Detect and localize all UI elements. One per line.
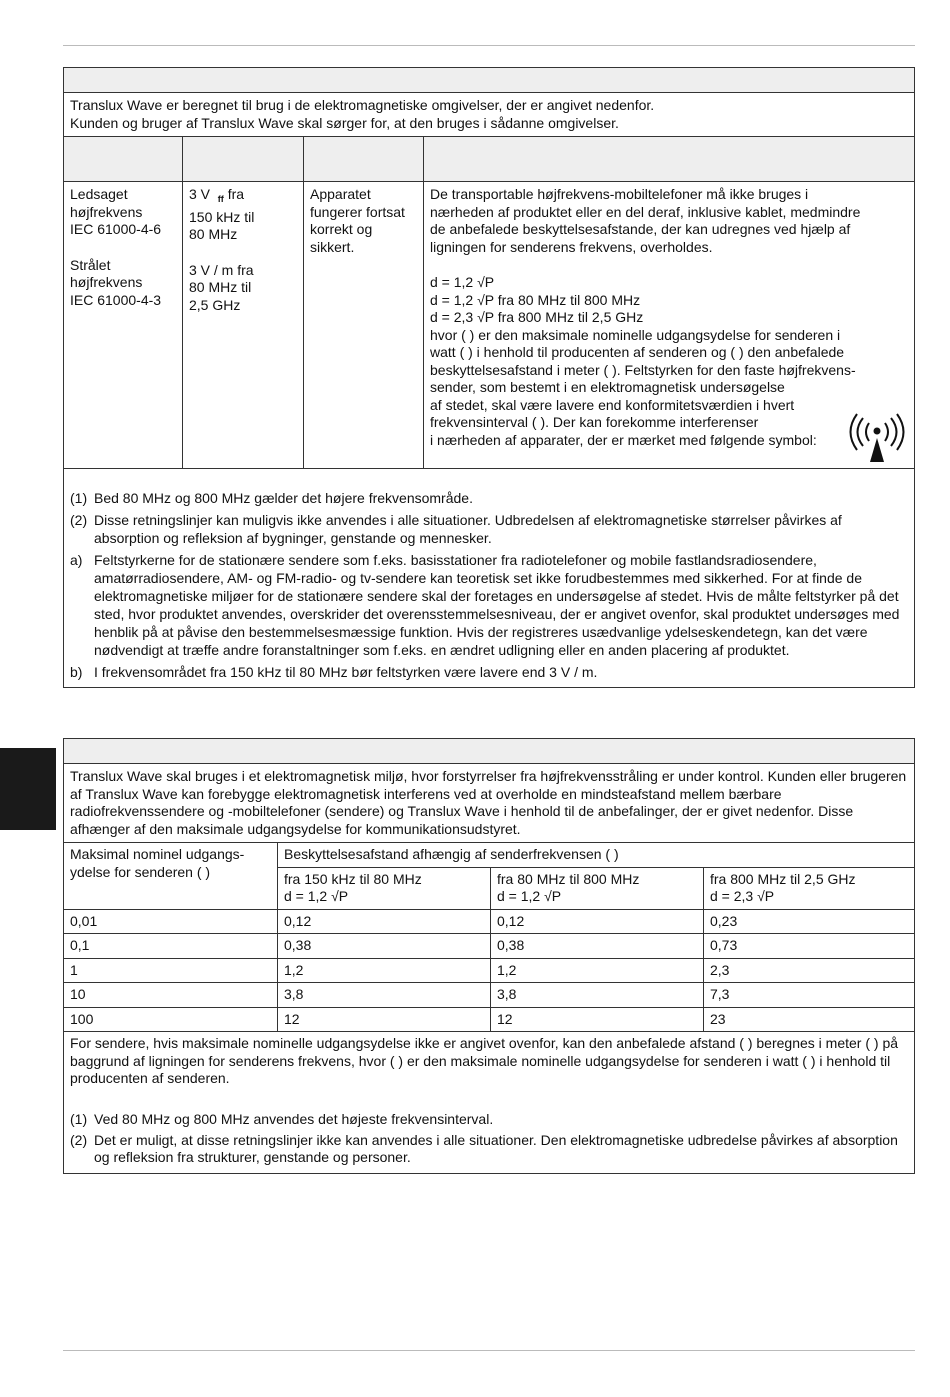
compliance-line: fungerer fortsat — [310, 203, 405, 220]
environment-line: nærheden af produktet eller en del deraf, inklusive kablet, medmindre — [430, 203, 861, 220]
environment-line: beskyttelsesafstand i meter ( ). Feltstyrken for den faste højfrekvens- — [430, 361, 856, 378]
non-ionizing-radiation-icon — [846, 408, 908, 464]
immunity-intro — [64, 93, 914, 137]
note: (1) Bed 80 MHz og 800 MHz gælder det højere frekvensområde. — [70, 490, 473, 506]
compliance-line: sikkert. — [310, 238, 355, 255]
compliance-line: Apparatet — [310, 186, 371, 202]
level-subscript: ff — [217, 194, 224, 204]
top-rule — [63, 45, 915, 46]
head-power: Maksimal nominel udgangs-ydelse for senderen ( ) — [64, 843, 278, 909]
footer-text: For sendere, hvis maksimale nominelle udgangsydelse ikke er angivet ovenfor, kan den anbefalede afstand ( ) beregnes i meter ( ) på baggrund af ligningen for senderens frekvens, hvor ( ) er den maksimale nominelle udgangsydelse for senderen i watt ( ) i henhold til producenten af senderen. — [70, 1035, 899, 1086]
level-column — [183, 182, 304, 468]
immunity-body-row — [64, 182, 914, 469]
subhead-band: fra 150 kHz til 80 MHz d = 1,2 √P — [278, 867, 491, 909]
note: b) I frekvensområdet fra 150 kHz til 80 MHz bør feltstyrken være lavere end 3 V / m. — [70, 664, 598, 680]
environment-line: de anbefalede beskyttelsesafstande, der kan udregnes ved hjælp af — [430, 221, 851, 237]
test-column — [64, 182, 183, 468]
immunity-column-headers — [64, 137, 914, 182]
intro-line: Kunden og bruger af Translux Wave skal sørger for, at den bruges i sådanne omgivelser. — [70, 114, 619, 131]
environment-line: frekvensinterval ( ). Der kan forekomme interferenser — [430, 414, 759, 430]
environment-line: hvor ( ) er den maksimale nominelle udgangsydelse for senderen i — [430, 326, 841, 343]
formula-line: d = 1,2 √P fra 80 MHz til 800 MHz — [430, 291, 641, 308]
note: (2) Disse retningslinjer kan muligvis ikke anvendes i alle situationer. Udbredelsen af elektromagnetiske størrelser påvirkes af absorption og refleksion af bygninger, genstande og mennesker. — [70, 512, 842, 546]
note: (1) Ved 80 MHz og 800 MHz anvendes det højeste frekvensinterval. — [70, 1110, 494, 1127]
test-line: IEC 61000-4-6 — [70, 221, 162, 237]
table-row: 0,01 0,12 0,12 0,23 — [64, 909, 914, 934]
note: (2) Det er muligt, at disse retningslinjer ikke kan anvendes i alle situationer. Den elektromagnetiske udbredelse påvirkes af absorption og refleksion fra strukturer, genstande og personer. — [70, 1131, 898, 1165]
intro-line: Translux Wave er beregnet til brug i de elektromagnetiske omgivelser, der er angivet nedenfor. — [70, 97, 655, 113]
environment-line: watt ( ) i henhold til producenten af senderen og ( ) den anbefalede — [430, 344, 845, 360]
distance-table-header — [64, 739, 914, 764]
table-row: 1 1,2 1,2 2,3 — [64, 958, 914, 983]
level-line: 150 kHz til — [189, 208, 255, 225]
environment-line: De transportable højfrekvens-mobiltelefoner må ikke bruges i — [430, 186, 809, 202]
environment-column — [424, 182, 914, 468]
immunity-notes — [64, 469, 914, 687]
level-line: 2,5 GHz — [189, 296, 241, 313]
test-line: Ledsaget — [70, 186, 128, 202]
test-line: højfrekvens — [70, 203, 143, 220]
head-distance: Beskyttelsesafstand afhængig af senderfrekvensen ( ) — [278, 843, 915, 867]
subhead-band: fra 800 MHz til 2,5 GHz d = 2,3 √P — [704, 867, 915, 909]
test-line: Strålet — [70, 256, 111, 273]
side-tab-marker — [0, 748, 56, 830]
note: a) Feltstyrkerne for de stationære sendere som f.eks. basisstationer fra radiotelefoner og mobile fastlandsradiosendere, amatørradiosendere, AM- og FM-radio- og tv-sendere kan teoretisk set ikke forudbestemmes med sikkerhed. For at finde de elektromagnetiske miljøer for de stationære sendere skal der foretages en undersøgelse af stedet. Hvis de målte feltstyrker på det sted, hvor produktet anvendes, overskrider det overensstemmelsesniveau, der er angivet ovenfor, skal produktet undersøges med henblik på at påvise den bestemmelsesmæssige funktion. Hvis der registreres usædvanlige ydelseskendetegn, kan det være nødvendigt at træffe andre foranstaltninger som f.eks. en ændret udligning eller en anden placering af produktet. — [70, 552, 900, 658]
immunity-table-header — [64, 68, 914, 93]
environment-line: sender, som bestemt i en elektromagnetisk undersøgelse — [430, 379, 785, 395]
column-header-level — [183, 137, 304, 181]
level-line: 3 V / m fra — [189, 261, 254, 278]
table-row: 10 3,8 3,8 7,3 — [64, 983, 914, 1008]
immunity-table — [63, 67, 915, 688]
grid-head-row — [64, 843, 914, 867]
table-row: 0,1 0,38 0,38 0,73 — [64, 934, 914, 959]
column-header-compliance — [304, 137, 424, 181]
level-line: 80 MHz til — [189, 279, 252, 295]
distance-footer — [64, 1032, 914, 1173]
level-line: 80 MHz — [189, 226, 238, 242]
distance-intro: Translux Wave skal bruges i et elektromagnetisk miljø, hvor forstyrrelser fra højfrekvensstråling er under kontrol. Kunden eller brugeren af Translux Wave kan forebygge elektromagnetisk interferens ved at overholde en mindsteafstand mellem bærbare radiofrekvenssendere og -mobiltelefoner (sendere) og Translux Wave i henhold til de anbefalinger, der er givet nedenfor. Disse afhænger af den maksimale udgangsydelse for kommunikationsudstyret. — [64, 764, 914, 843]
formula-line: d = 2,3 √P fra 800 MHz til 2,5 GHz — [430, 309, 644, 325]
table-row: 100 12 12 23 — [64, 1007, 914, 1032]
subhead-band: fra 80 MHz til 800 MHz d = 1,2 √P — [491, 867, 704, 909]
column-header-test — [64, 137, 183, 181]
test-line: IEC 61000-4-3 — [70, 291, 162, 308]
column-header-environment — [424, 137, 914, 181]
environment-line: af stedet, skal være lavere end konformitetsværdien i hvert — [430, 396, 795, 413]
environment-line: ligningen for senderens frekvens, overholdes. — [430, 238, 713, 255]
environment-line: i nærheden af apparater, der er mærket med følgende symbol: — [430, 431, 817, 448]
compliance-column — [304, 182, 424, 468]
level-line: 3 V $_{ff}$ fra — [189, 186, 245, 204]
compliance-line: korrekt og — [310, 221, 373, 237]
formula-line: d = 1,2 √P — [430, 274, 495, 290]
bottom-rule — [63, 1350, 915, 1351]
distance-table — [63, 738, 915, 1174]
test-line: højfrekvens — [70, 274, 143, 290]
distance-grid — [64, 843, 914, 1032]
